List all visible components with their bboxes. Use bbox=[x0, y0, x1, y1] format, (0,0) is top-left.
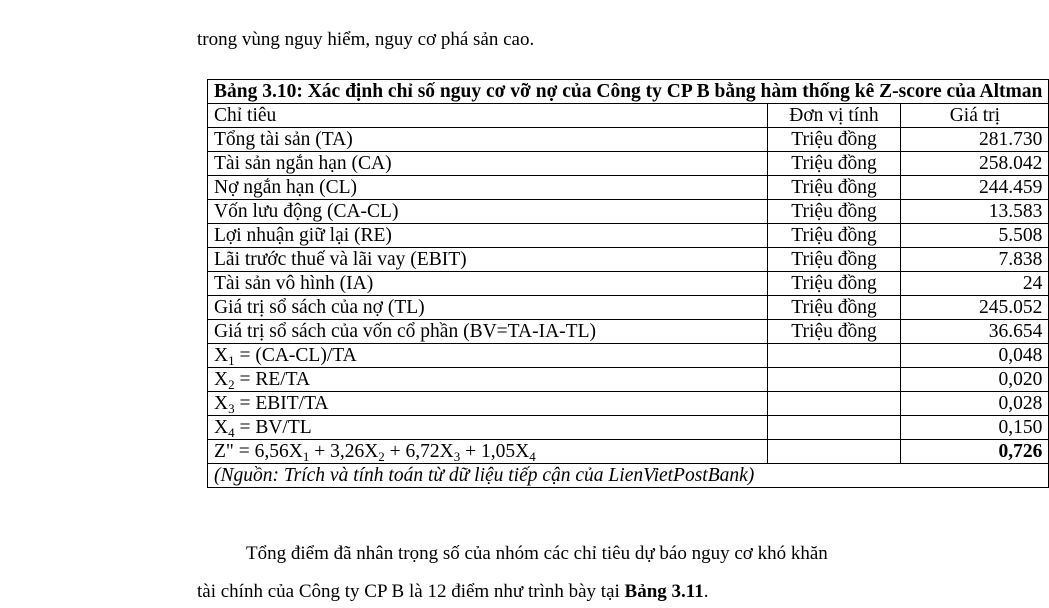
table-title-row bbox=[208, 80, 1049, 104]
ratio-row bbox=[208, 416, 1049, 440]
row-unit: Triệu đồng bbox=[767, 224, 901, 248]
ratio-value: 0,028 bbox=[901, 392, 1049, 416]
ratio-value: 0,048 bbox=[901, 344, 1049, 368]
row-label: Giá trị sổ sách của nợ (TL) bbox=[208, 296, 768, 320]
source-note: (Nguồn: Trích và tính toán từ dữ liệu tiếp cận của LienVietPostBank) bbox=[208, 464, 1049, 488]
row-label: Lãi trước thuế và lãi vay (EBIT) bbox=[208, 248, 768, 272]
row-label: Nợ ngắn hạn (CL) bbox=[208, 176, 768, 200]
zscore-table bbox=[207, 79, 1049, 488]
body-paragraph-line1: Tổng điểm đã nhân trọng số của nhóm các chỉ tiêu dự báo nguy cơ khó khăn bbox=[246, 543, 828, 564]
zscore-formula: Z" = $6,56X_1 + 3,26X_2 + 6,72X_3 + 1,05X_4$ bbox=[208, 440, 768, 464]
row-label: Giá trị sổ sách của vốn cổ phần (BV=TA-IA-TL) bbox=[208, 320, 768, 344]
header-value: Giá trị bbox=[901, 104, 1049, 128]
ratio-formula: $X_4 = BV/TL$ bbox=[208, 416, 768, 440]
row-value: 245.052 bbox=[901, 296, 1049, 320]
table-row bbox=[208, 320, 1049, 344]
table-row bbox=[208, 296, 1049, 320]
ratio-row bbox=[208, 392, 1049, 416]
row-unit: Triệu đồng bbox=[767, 248, 901, 272]
ratio-unit-empty bbox=[767, 392, 901, 416]
table-title: Bảng 3.10: Xác định chỉ số nguy cơ vỡ nợ của Công ty CP B bằng hàm thống kê Z-score của Altman bbox=[208, 80, 1049, 104]
ratio-row bbox=[208, 344, 1049, 368]
table-row bbox=[208, 176, 1049, 200]
ratio-formula: $X_2 = RE/TA$ bbox=[208, 368, 768, 392]
row-label: Tổng tài sản (TA) bbox=[208, 128, 768, 152]
ratio-value: 0,020 bbox=[901, 368, 1049, 392]
row-unit: Triệu đồng bbox=[767, 128, 901, 152]
ratio-value: 0,150 bbox=[901, 416, 1049, 440]
row-unit: Triệu đồng bbox=[767, 200, 901, 224]
zscore-unit-empty bbox=[767, 440, 901, 464]
header-indicator: Chỉ tiêu bbox=[208, 104, 768, 128]
row-label: Vốn lưu động (CA-CL) bbox=[208, 200, 768, 224]
row-label: Tài sản vô hình (IA) bbox=[208, 272, 768, 296]
table-row bbox=[208, 128, 1049, 152]
table-header-row bbox=[208, 104, 1049, 128]
intro-paragraph: trong vùng nguy hiểm, nguy cơ phá sản cao. bbox=[197, 29, 535, 50]
zscore-value: 0,726 bbox=[901, 440, 1049, 464]
body-paragraph-line2: tài chính của Công ty CP B là 12 điểm như trình bày tại Bảng 3.11. bbox=[197, 581, 709, 602]
row-unit: Triệu đồng bbox=[767, 176, 901, 200]
table-reference: Bảng 3.11 bbox=[624, 581, 704, 602]
source-row bbox=[208, 464, 1049, 488]
row-label: Lợi nhuận giữ lại (RE) bbox=[208, 224, 768, 248]
row-label: Tài sản ngắn hạn (CA) bbox=[208, 152, 768, 176]
row-unit: Triệu đồng bbox=[767, 296, 901, 320]
row-unit: Triệu đồng bbox=[767, 320, 901, 344]
row-value: 24 bbox=[901, 272, 1049, 296]
ratio-formula: $X_1 = (CA-CL)/TA$ bbox=[208, 344, 768, 368]
ratio-unit-empty bbox=[767, 368, 901, 392]
row-value: 13.583 bbox=[901, 200, 1049, 224]
row-value: 281.730 bbox=[901, 128, 1049, 152]
ratio-formula: $X_3$ = EBIT/TA bbox=[208, 392, 768, 416]
zscore-row bbox=[208, 440, 1049, 464]
ratio-unit-empty bbox=[767, 416, 901, 440]
header-unit: Đơn vị tính bbox=[767, 104, 901, 128]
row-value: 7.838 bbox=[901, 248, 1049, 272]
table-row bbox=[208, 272, 1049, 296]
table-row bbox=[208, 200, 1049, 224]
row-value: 36.654 bbox=[901, 320, 1049, 344]
row-value: 258.042 bbox=[901, 152, 1049, 176]
table-row bbox=[208, 152, 1049, 176]
table-row bbox=[208, 248, 1049, 272]
row-unit: Triệu đồng bbox=[767, 272, 901, 296]
row-unit: Triệu đồng bbox=[767, 152, 901, 176]
row-value: 5.508 bbox=[901, 224, 1049, 248]
ratio-row bbox=[208, 368, 1049, 392]
table-row bbox=[208, 224, 1049, 248]
row-value: 244.459 bbox=[901, 176, 1049, 200]
ratio-unit-empty bbox=[767, 344, 901, 368]
